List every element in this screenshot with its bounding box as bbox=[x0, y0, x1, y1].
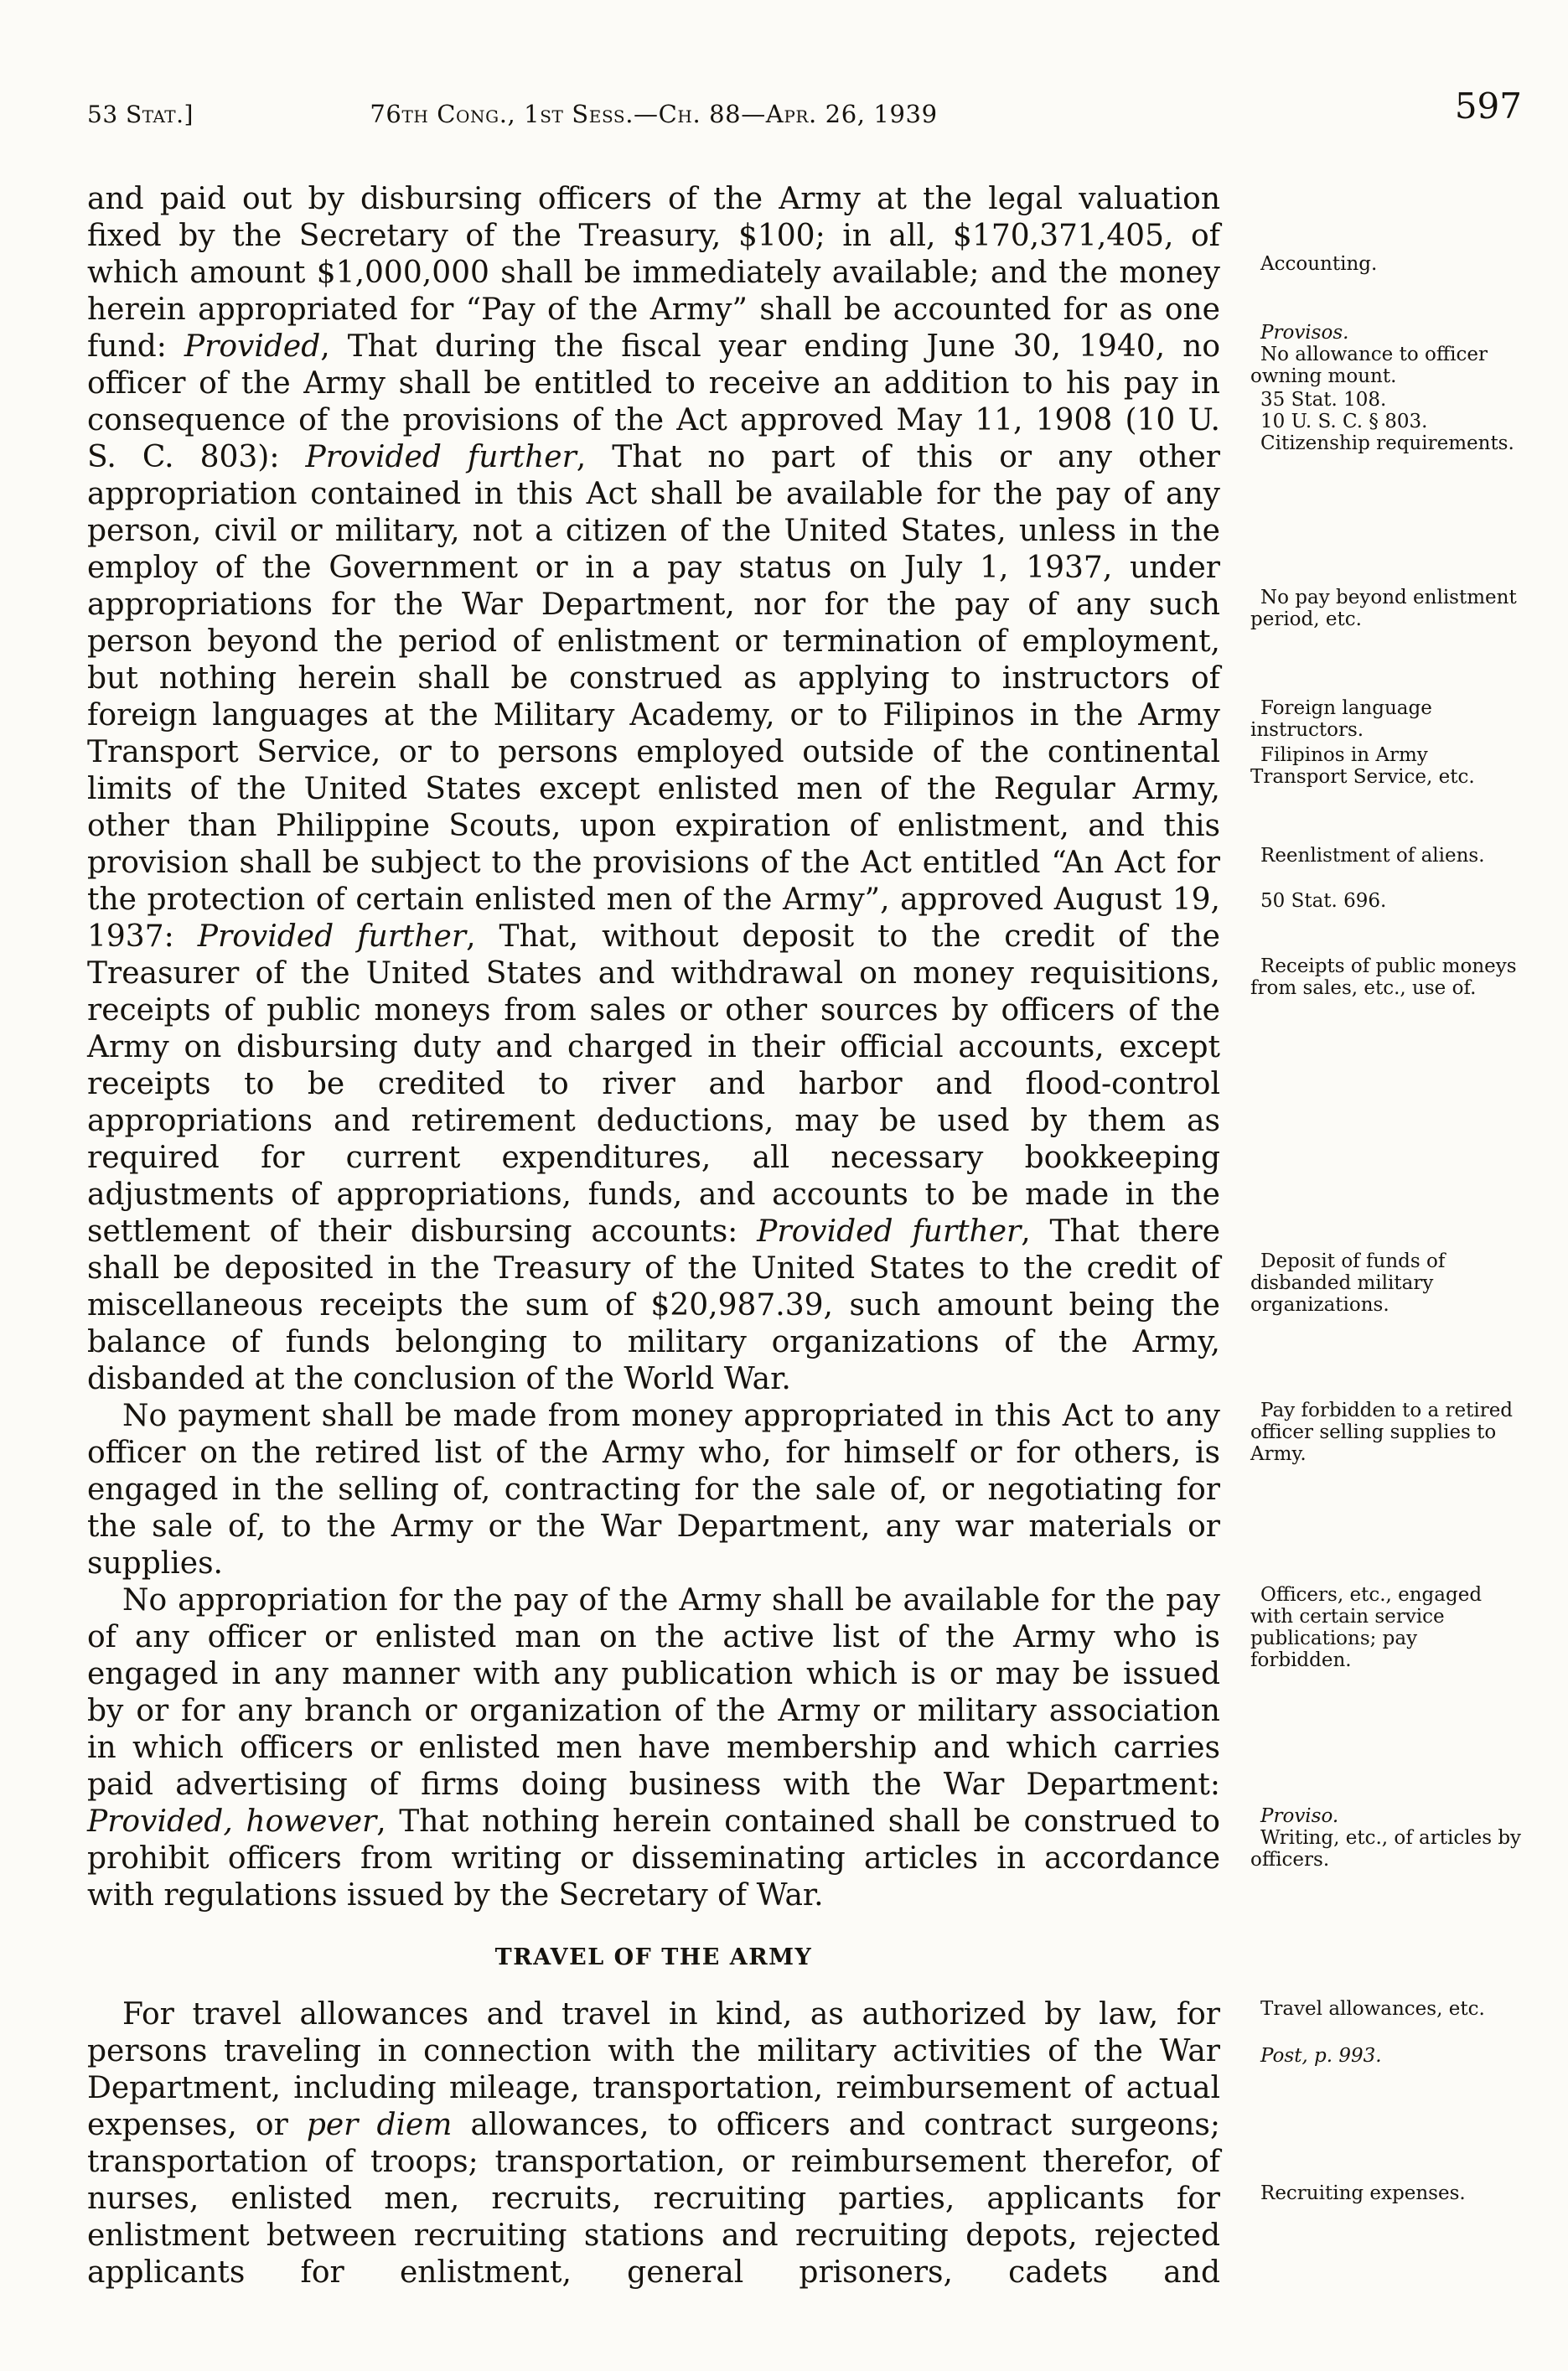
proviso-italic-text: Provided, however bbox=[87, 1804, 377, 1839]
margin-note: Writing, etc., of articles by officers. bbox=[1250, 1827, 1522, 1871]
statute-text: For travel allowances and travel in kind, as authorized by law, for persons traveling in connection with the military activities of the War Department, including mileage, transportation, reimbursement of actual expenses, or bbox=[87, 1997, 1220, 2142]
margin-note: Provisos. bbox=[1260, 322, 1349, 344]
margin-note: Travel allowances, etc. bbox=[1260, 1998, 1485, 2020]
margin-note: Pay forbidden to a retired officer selling supplies to Army. bbox=[1250, 1400, 1514, 1465]
statute-text: allowances, to officers and contract surgeons; transportation of troops; transportation, or reimbursement therefor, of nurses, enlisted men, recruits, recruiting parties, applicants for enlistment between recruiting stations and recruiting depots, rejected applicants for enlistment, general prisoners, cadets and bbox=[87, 2108, 1220, 2290]
statute-text: , That there shall be deposited in the Treasury of the United States to the credit of miscellaneous receipts the sum of $20,987.39, such amount being the balance of funds belonging to military organizations of the Army, disbanded at the conclusion of the World War. bbox=[87, 1214, 1220, 1396]
statute-text: , That no part of this or any other appropriation contained in this Act shall be available for the pay of any person, civil or military, not a citizen of the United States, unless in the employ of the Government or in a pay status on July 1, 1937, under appropriations for the War Department, nor for the pay of any such person beyond the period of enlistment or termination of employment, but nothing herein shall be construed as applying to instructors of foreign languages at the Military Academy, or to Filipinos in the Army Transport Service, or to persons employed outside of the continental limits of the United States except enlisted men of the Regular Army, other than Philippine Scouts, upon expiration of enlistment, and this provision shall be subject to the provisions of the Act entitled “An Act for the protection of certain enlisted men of the Army”, approved August 19, 1937: bbox=[87, 440, 1221, 954]
page-number: 597 bbox=[1454, 85, 1522, 127]
statute-text: No appropriation for the pay of the Army shall be available for the pay of any officer or enlisted man on the active list of the Army who is engaged in any manner with any publication which is or may be issued by or for any branch or organization of the Army or military association in which officers or enlisted men have membership and which carries paid advertising of firms doing business with the War Department: bbox=[87, 1583, 1220, 1802]
margin-note: No pay beyond enlistment period, etc. bbox=[1250, 587, 1517, 630]
margin-note: 10 U. S. C. § 803. bbox=[1260, 411, 1428, 432]
proviso-italic-text: Provided further bbox=[305, 440, 577, 474]
margin-note: Reenlistment of aliens. bbox=[1260, 845, 1485, 867]
statute-citation: 53 Stat.] bbox=[87, 101, 194, 128]
statute-paragraph bbox=[87, 1398, 1220, 1582]
statute-paragraph bbox=[87, 181, 1220, 1398]
statute-text-column bbox=[87, 181, 1220, 2291]
margin-note: Officers, etc., engaged with certain service publications; pay forbidden. bbox=[1250, 1584, 1483, 1671]
statute-text: , That during the fiscal year ending June 30, 1940, no officer of the Army shall be entitled to receive an addition to his pay in consequence of the provisions of the Act approved May 11, 1908 (10 U. S. C. 803): bbox=[87, 329, 1220, 474]
margin-note: 35 Stat. 108. bbox=[1260, 389, 1387, 411]
margin-note: Filipinos in Army Transport Service, etc. bbox=[1250, 744, 1475, 788]
statute-paragraph bbox=[87, 1996, 1220, 2291]
proviso-italic-text: Provided further bbox=[197, 919, 467, 954]
margin-note: Deposit of funds of disbanded military organizations. bbox=[1250, 1250, 1446, 1316]
margin-note: Citizenship requirements. bbox=[1260, 432, 1514, 454]
margin-notes-column bbox=[1250, 181, 1524, 2327]
margin-note: Foreign language instructors. bbox=[1250, 697, 1432, 741]
proviso-italic-text: Provided further bbox=[757, 1214, 1022, 1249]
statute-text: No payment shall be made from money appropriated in this Act to any officer on the retired list of the Army who, for himself or for others, is engaged in the selling of, contracting for the sale of, or negotiating for the sale of, to the Army or the War Department, any war materials or supplies. bbox=[87, 1399, 1220, 1581]
proviso-italic-text: Provided bbox=[184, 329, 321, 364]
margin-note: 50 Stat. 696. bbox=[1260, 890, 1387, 912]
section-heading: TRAVEL OF THE ARMY bbox=[494, 1944, 813, 1970]
statute-text: , That, without deposit to the credit of the Treasurer of the United States and withdrawal on money requisitions, receipts of public moneys from sales or other sources by officers of the Army on disbursing duty and charged in their official accounts, except receipts to be credited to river and harbor and flood-control appropriations and retirement deductions, may be used by them as required for current expenditures, all necessary bookkeeping adjustments of appropriations, funds, and accounts to be made in the settlement of their disbursing accounts: bbox=[87, 919, 1220, 1249]
proviso-italic-text: per diem bbox=[306, 2108, 453, 2142]
margin-note: Proviso. bbox=[1260, 1805, 1339, 1827]
margin-note: Receipts of public moneys from sales, etc., use of. bbox=[1250, 955, 1517, 999]
statute-paragraph bbox=[87, 1582, 1220, 1914]
statute-text: and paid out by disbursing officers of the Army at the legal valuation fixed by the Secretary of the Treasury, $100; in all, $170,371,405, of which amount $1,000,000 shall be immediately available; and the money herein appropriated for “Pay of the Army” shall be accounted for as one fund: bbox=[87, 182, 1220, 364]
margin-note: No allowance to officer owning mount. bbox=[1250, 344, 1488, 387]
margin-note: Accounting. bbox=[1260, 253, 1378, 275]
session-heading: 76th Cong., 1st Sess.—Ch. 88—Apr. 26, 1939 bbox=[370, 100, 938, 128]
margin-note: Recruiting expenses. bbox=[1260, 2182, 1466, 2204]
statute-text: , That nothing herein contained shall be construed to prohibit officers from writing or disseminating articles in accordance with regulations issued by the Secretary of War. bbox=[87, 1804, 1220, 1913]
margin-note: Post, p. 993. bbox=[1260, 2045, 1382, 2067]
page-header bbox=[87, 85, 1522, 139]
